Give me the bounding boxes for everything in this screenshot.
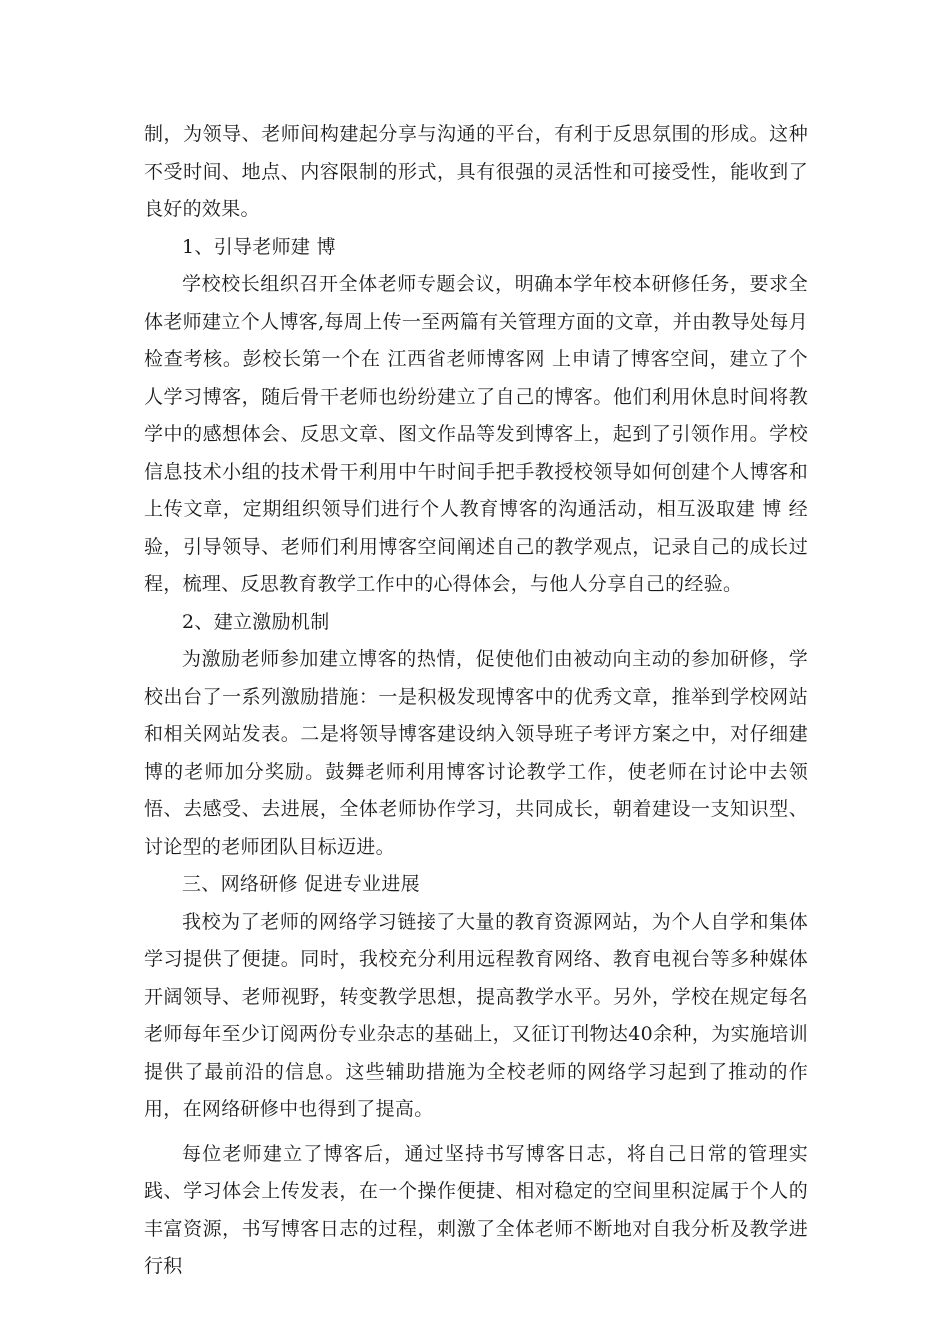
section-heading-incentive-mechanism: 2、建立激励机制: [182, 610, 330, 633]
document-page: [144, 116, 808, 1286]
paragraph-incentive-measures: 为激励老师参加建立博客的热情，促使他们由被动向主动的参加研修，学校出台了一系列激励措施：一是积极发现博客中的优秀文章，推举到学校网站和相关网站发表。二是将领导博客建设纳入领导班子考评方案之中，对仔细建博的老师加分奖励。鼓舞老师利用博客讨论教学工作，使老师在讨论中去领悟、去感受、去进展，全体老师协作学习，共同成长，朝着建设一支知识型、讨论型的老师团队目标迈进。: [144, 648, 808, 858]
paragraph-intro-continued: 制，为领导、老师间构建起分享与沟通的平台，有利于反思氛围的形成。这种不受时间、地点、内容限制的形式，具有很强的灵活性和可接受性，能收到了良好的效果。: [144, 123, 808, 220]
paragraph-principal-meeting: 学校校长组织召开全体老师专题会议，明确本学年校本研修任务，要求全体老师建立个人博客,每周上传一至两篇有关管理方面的文章，并由教导处每月检查考核。彭校长第一个在 江西省老师博客网 上申请了博客空间，建立了个人学习博客，随后骨干老师也纷纷建立了自己的博客。他们利用休息时间将教学中的感想体会、反思文章、图文作品等发到博客上，起到了引领作用。学校信息技术小组的技术骨干利用中午时间手把手教授校领导如何创建个人博客和上传文章，定期组织领导们进行个人教育博客的沟通活动，相互汲取建 博 经验，引导领导、老师们利用博客空间阐述自己的教学观点，记录自己的成长过程，梳理、反思教育教学工作中的心得体会，与他人分享自己的经验。: [144, 273, 808, 595]
paragraph-blog-writing: 每位老师建立了博客后，通过坚持书写博客日志，将自己日常的管理实践、学习体会上传发表，在一个操作便捷、相对稳定的空间里积淀属于个人的丰富资源，书写博客日志的过程，刺激了全体老师不断地对自我分析及教学进行积: [144, 1142, 808, 1277]
section-heading-guide-teachers-blog: 1、引导老师建 博: [182, 235, 336, 258]
paragraph-online-resources: 我校为了老师的网络学习链接了大量的教育资源网站，为个人自学和集体学习提供了便捷。同时，我校充分利用远程教育网络、教育电视台等多种媒体开阔领导、老师视野，转变教学思想，提高教学水平。另外，学校在规定每名老师每年至少订阅两份专业杂志的基础上，又征订刊物达40余种，为实施培训提供了最前沿的信息。这些辅助措施为全校老师的网络学习起到了推动的作用，在网络研修中也得到了提高。: [144, 910, 808, 1120]
section-heading-online-training: 三、网络研修 促进专业进展: [182, 873, 420, 895]
